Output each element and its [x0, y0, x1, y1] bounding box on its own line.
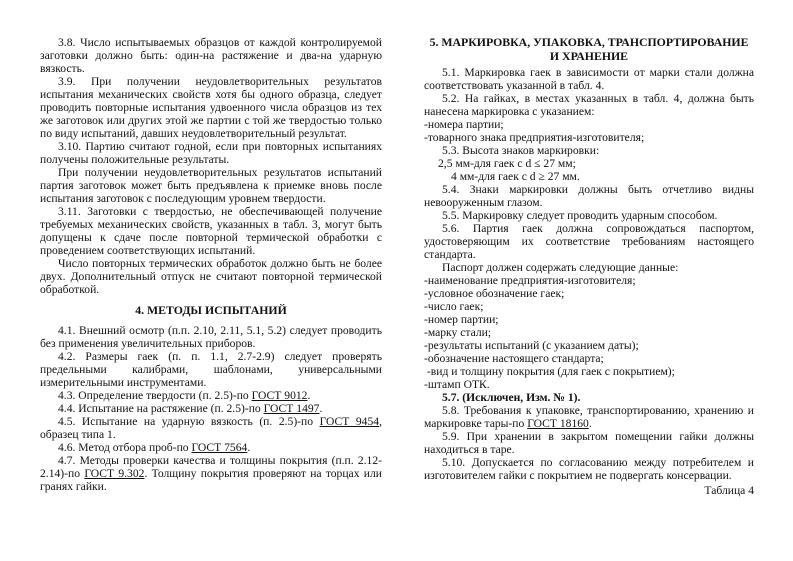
- gost-1497-link[interactable]: ГОСТ 1497: [263, 401, 320, 415]
- gost-9454-link[interactable]: ГОСТ 9454: [319, 414, 380, 428]
- list-item: -число гаек;: [424, 300, 484, 313]
- para-4-5-text: 4.5. Испытание на ударную вязкость (п. 2.5)-по: [58, 414, 320, 428]
- para-5-3: 5.3. Высота знаков маркировки:: [442, 144, 600, 157]
- para-4-7-text: 4.7. Методы проверки качества и толщины покрытия (п.п. 2.12-2.14)-по: [40, 453, 382, 480]
- list-item: -марку стали;: [424, 326, 492, 339]
- para-4-6-text: 4.6. Метод отбора проб-по: [58, 440, 192, 454]
- para-4-2: 4.2. Размеры гаек (п. п. 1.1, 2.7-2.9) следует проверять предельными калибрами, шаблонами, универсальными измерительными инструментами.: [40, 349, 382, 389]
- para-5-10: 5.10. Допускается по согласованию между потребителем и изготовителем гайки с покрытием не подвергать консервации.: [424, 456, 754, 482]
- para-5-5: 5.5. Маркировку следует проводить ударным способом.: [442, 209, 718, 222]
- para-4-7: [40, 454, 382, 493]
- list-item: -обозначение настоящего стандарта;: [424, 352, 604, 365]
- section-5-title: 5. МАРКИРОВКА, УПАКОВКА, ТРАНСПОРТИРОВАНИЕ И ХРАНЕНИЕ: [429, 35, 749, 63]
- para-5-8-text: 5.8. Требования к упаковке, транспортированию, хранению и маркировке тары-по: [424, 404, 754, 430]
- left-column: [40, 36, 382, 493]
- table-caption: Таблица 4: [704, 484, 754, 497]
- right-column: [424, 36, 754, 497]
- para-4-3-end: .: [307, 388, 311, 402]
- para-4-4-end: .: [319, 401, 323, 415]
- para-4-1: 4.1. Внешний осмотр (п.п. 2.10, 2.11, 5.1, 5.2) следует проводить без применения увеличительных приборов.: [40, 323, 382, 350]
- para-4-4: [40, 402, 382, 415]
- gost-9-302-link[interactable]: ГОСТ 9.302: [84, 466, 145, 480]
- para-5-9: 5.9. При хранении в закрытом помещении гайки должны находиться в таре.: [424, 430, 754, 456]
- list-item: -номера партии;: [424, 118, 504, 131]
- para-5-1: 5.1. Маркировка гаек в зависимости от марки стали должна соответствовать указанной в табл. 4.: [424, 66, 754, 92]
- gost-18160-link[interactable]: ГОСТ 18160: [527, 417, 589, 430]
- para-4-6-end: .: [247, 440, 251, 454]
- gost-9012-link[interactable]: ГОСТ 9012: [251, 388, 308, 402]
- list-item: -результаты испытаний (с указанием даты);: [424, 339, 639, 352]
- list-item: -условное обозначение гаек;: [424, 287, 565, 300]
- para-4-5-end: , образец типа 1.: [40, 414, 382, 441]
- list-item: -наименование предприятия-изготовителя;: [424, 274, 636, 287]
- para-5-8-end: .: [588, 417, 592, 430]
- para-4-6: [40, 441, 382, 454]
- para-4-7-end: . Толщину покрытия проверяют на торцах или гранях гайки.: [40, 466, 382, 493]
- para-5-8: [424, 404, 754, 430]
- para-3-11-continued: Число повторных термических обработок должно быть не более двух. Дополнительный отпуск не считают повторной термической обработкой.: [40, 257, 382, 296]
- para-5-2: 5.2. На гайках, в местах указанных в табл. 4, должна быть нанесена маркировка с указанием:: [424, 92, 754, 118]
- list-item: -штамп ОТК.: [424, 378, 490, 391]
- para-3-10-continued: При получении неудовлетворительных результатов испытаний партия заготовок может быть предъявлена к приемке вновь после испытания заготовок с последующим уровнем твердости.: [40, 166, 382, 205]
- para-3-10: 3.10. Партию считают годной, если при повторных испытаниях получены положительные результаты.: [40, 140, 382, 166]
- para-5-6: 5.6. Партия гаек должна сопровождаться паспортом, удостоверяющим их соответствие требованиям настоящего стандарта.: [424, 222, 754, 261]
- gost-7564-link[interactable]: ГОСТ 7564: [191, 440, 248, 454]
- marking-height-small: 2,5 мм-для гаек с d ≤ 27 мм;: [438, 157, 576, 170]
- para-5-7: 5.7. (Исключен, Изм. № 1).: [442, 391, 581, 404]
- list-item: -вид и толщину покрытия (для гаек с покрытием);: [424, 365, 675, 378]
- para-4-4-text: 4.4. Испытание на растяжение (п. 2.5)-по: [58, 401, 264, 415]
- para-3-9: 3.9. При получении неудовлетворительных результатов испытания механических свойств хотя бы одного образца, следует проводить повторные испытания удвоенного числа образцов из тех же заготовок или других этой же партии с той же твердостью только по виду испытаний, давших неудовлетворительный результат.: [40, 75, 382, 140]
- list-item: -номер партии;: [424, 313, 499, 326]
- section-4-title: 4. МЕТОДЫ ИСПЫТАНИЙ: [135, 303, 287, 317]
- para-4-5: [40, 415, 382, 441]
- list-item: -товарного знака предприятия-изготовителя;: [424, 131, 645, 144]
- marking-height-large: 4 мм-для гаек с d ≥ 27 мм.: [451, 170, 580, 183]
- para-5-6-continued: Паспорт должен содержать следующие данные:: [442, 261, 679, 274]
- para-5-4: 5.4. Знаки маркировки должны быть отчетливо видны невооруженным глазом.: [424, 183, 754, 209]
- para-4-3-text: 4.3. Определение твердости (п. 2.5)-по: [58, 388, 252, 402]
- para-3-11: 3.11. Заготовки с твердостью, не обеспечивающей получение требуемых механических свойств, указанных в табл. 3, могут быть допущены к сдаче после повторной термической обработки с проведением соответствующих испытаний.: [40, 205, 382, 257]
- para-3-8: 3.8. Число испытываемых образцов от каждой контролируемой заготовки должно быть: один-на растяжение и два-на ударную вязкость.: [40, 36, 382, 75]
- para-4-3: [40, 389, 382, 402]
